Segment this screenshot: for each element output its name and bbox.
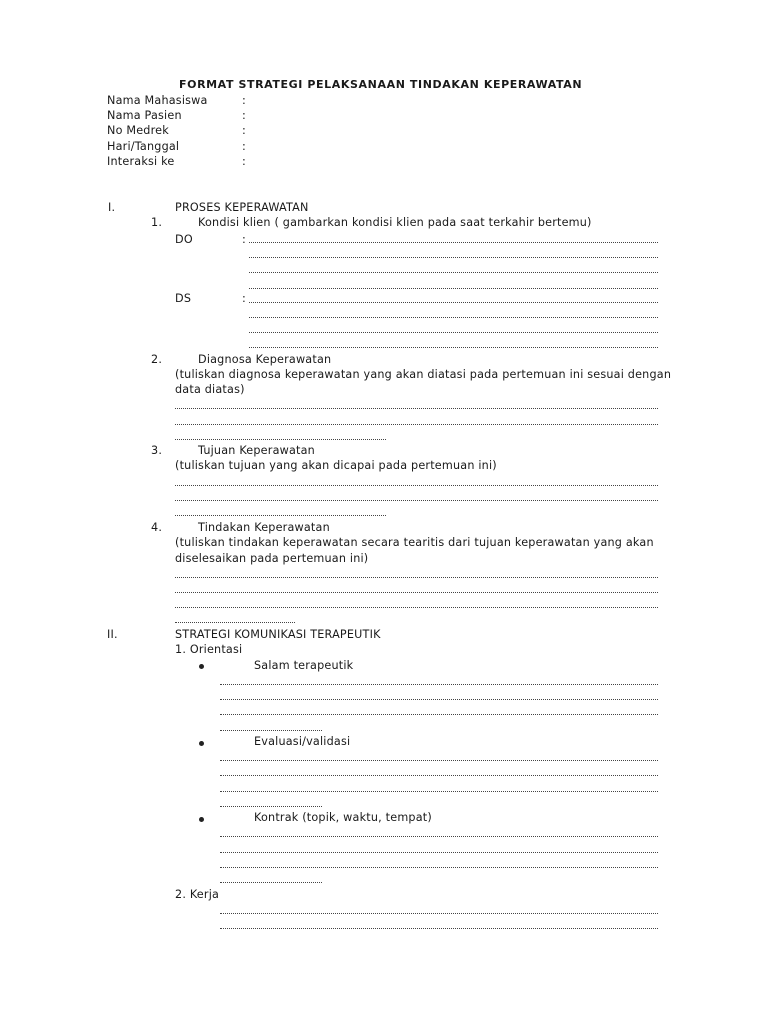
- fill-line: [220, 867, 658, 868]
- item-note: (tuliskan diagnosa keperawatan yang akan diatasi pada pertemuan ini sesuai dengan: [175, 368, 672, 381]
- field-colon: :: [242, 233, 246, 246]
- fill-line: [220, 928, 658, 929]
- fill-line: [249, 347, 658, 348]
- item-note: data diatas): [175, 383, 245, 396]
- fill-line: [220, 806, 322, 807]
- sub-heading-orientasi: 1. Orientasi: [175, 643, 243, 656]
- field-label-hari-tanggal: Hari/Tanggal: [107, 140, 180, 153]
- fill-line: [175, 515, 386, 516]
- bullet-text: Kontrak (topik, waktu, tempat): [254, 811, 432, 824]
- field-label-nama-pasien: Nama Pasien: [107, 109, 182, 122]
- bullet-icon: [199, 741, 204, 746]
- item-number: 2.: [151, 353, 163, 366]
- bullet-icon: [199, 664, 204, 669]
- item-heading: Tindakan Keperawatan: [198, 521, 330, 534]
- field-label-interaksi-ke: Interaksi ke: [107, 155, 175, 168]
- item-note: (tuliskan tindakan keperawatan secara tearitis dari tujuan keperawatan yang akan: [175, 536, 654, 549]
- fill-line: [220, 714, 658, 715]
- fill-line: [175, 592, 658, 593]
- fill-line: [175, 408, 658, 409]
- bullet-icon: [199, 817, 204, 822]
- fill-line: [175, 622, 295, 623]
- sub-heading-kerja: 2. Kerja: [175, 888, 220, 901]
- field-colon: :: [242, 140, 246, 153]
- field-label-nama-mahasiswa: Nama Mahasiswa: [107, 94, 208, 107]
- fill-line: [249, 242, 658, 243]
- fill-line: [220, 760, 658, 761]
- field-colon: :: [242, 109, 246, 122]
- section-heading: PROSES KEPERAWATAN: [175, 201, 309, 214]
- item-note: diselesaikan pada pertemuan ini): [175, 552, 369, 565]
- fill-line: [175, 485, 658, 486]
- fill-line: [249, 257, 658, 258]
- fill-line: [175, 500, 658, 501]
- fill-line: [175, 439, 386, 440]
- fill-line: [249, 332, 658, 333]
- section-number: I.: [108, 201, 116, 214]
- fill-line: [220, 852, 658, 853]
- fill-line: [220, 882, 322, 883]
- fill-line: [220, 791, 658, 792]
- field-colon: :: [242, 292, 246, 305]
- item-heading: Tujuan Keperawatan: [198, 444, 315, 457]
- do-label: DO: [175, 233, 193, 246]
- item-heading: Diagnosa Keperawatan: [198, 353, 332, 366]
- fill-line: [175, 577, 658, 578]
- fill-line: [175, 424, 658, 425]
- fill-line: [220, 836, 658, 837]
- field-colon: :: [242, 155, 246, 168]
- item-number: 4.: [151, 521, 163, 534]
- section-number: II.: [107, 628, 118, 641]
- bullet-text: Salam terapeutik: [254, 659, 354, 672]
- fill-line: [249, 302, 658, 303]
- ds-label: DS: [175, 292, 192, 305]
- field-label-no-medrek: No Medrek: [107, 124, 169, 137]
- bullet-text: Evaluasi/validasi: [254, 735, 351, 748]
- fill-line: [220, 699, 658, 700]
- item-note: (tuliskan tujuan yang akan dicapai pada pertemuan ini): [175, 459, 497, 472]
- item-number: 3.: [151, 444, 163, 457]
- item-number: 1.: [151, 216, 163, 229]
- section-heading: STRATEGI KOMUNIKASI TERAPEUTIK: [175, 628, 381, 641]
- fill-line: [220, 913, 658, 914]
- fill-line: [220, 730, 322, 731]
- fill-line: [220, 775, 658, 776]
- fill-line: [249, 317, 658, 318]
- item-heading: Kondisi klien ( gambarkan kondisi klien pada saat terkahir bertemu): [198, 216, 592, 229]
- fill-line: [220, 684, 658, 685]
- document-title: FORMAT STRATEGI PELAKSANAAN TINDAKAN KEPERAWATAN: [179, 78, 583, 91]
- field-colon: :: [242, 124, 246, 137]
- field-colon: :: [242, 94, 246, 107]
- fill-line: [249, 272, 658, 273]
- fill-line: [175, 607, 658, 608]
- fill-line: [249, 288, 658, 289]
